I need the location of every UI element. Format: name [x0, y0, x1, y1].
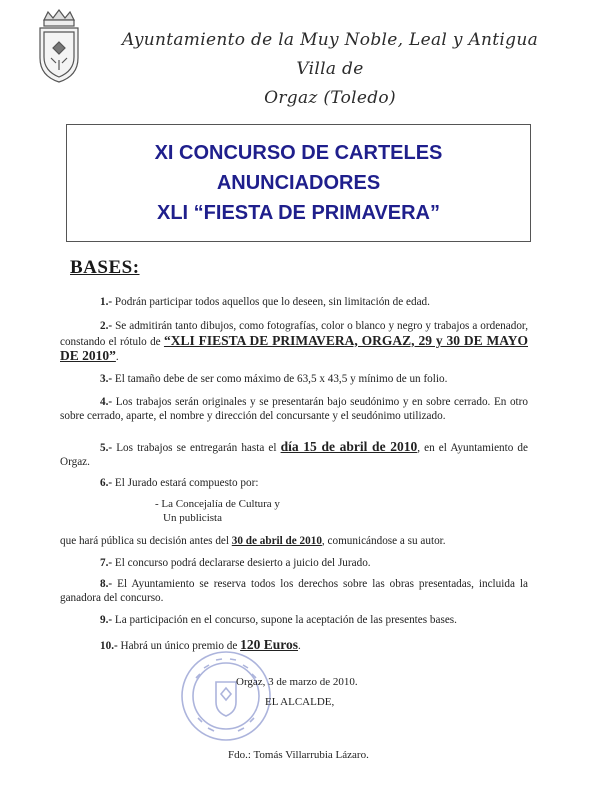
clause-text: La participación en el concurso, supone la aceptación de las presentes bases.	[112, 614, 457, 626]
clause-text: El concurso podrá declararse desierto a juicio del Jurado.	[112, 557, 371, 569]
clause-number: 3.-	[100, 373, 113, 385]
clause-emphasis: 30 de abril de 2010	[231, 535, 322, 547]
header-line-2: Orgaz (Toledo)	[264, 88, 396, 108]
clause-text: Los trabajos se entregarán hasta el	[112, 442, 281, 454]
clause-number: 1.-	[100, 296, 113, 308]
clause-9	[60, 614, 528, 628]
clause-text: que hará pública su decisión antes del	[60, 535, 232, 547]
clause-text: El Ayuntamiento se reserva todos los derechos sobre las obras presentadas, incluida la ganadora del concurso.	[60, 578, 528, 604]
clause-3	[60, 373, 528, 387]
clause-10	[60, 638, 528, 654]
clause-number: 8.-	[100, 578, 113, 590]
clause-8	[60, 578, 528, 605]
clause-number: 7.-	[100, 557, 113, 569]
clause-6	[60, 477, 528, 491]
place-date: Orgaz, 3 de marzo de 2010.	[236, 676, 358, 688]
clause-number: 9.-	[100, 614, 113, 626]
clause-text: Habrá un único premio de	[117, 640, 241, 652]
clause-number: 6.-	[100, 477, 113, 489]
clause-end: , en el Ayuntamiento de Orgaz.	[60, 442, 528, 468]
clause-number: 2.-	[100, 320, 113, 332]
clause-emphasis: “XLI FIESTA DE PRIMAVERA, ORGAZ, 29 y 30 DE MAYO DE 2010”	[60, 332, 529, 363]
mayor-title: EL ALCALDE,	[265, 696, 335, 708]
clause-end: .	[298, 640, 301, 652]
clause-end: .	[115, 351, 119, 363]
clause-text: Podrán participar todos aquellos que lo deseen, sin limitación de edad.	[112, 296, 430, 308]
bases-heading: BASES:	[70, 257, 140, 278]
municipality-header	[100, 26, 560, 113]
signatory-name: Fdo.: Tomás Villarrubia Lázaro.	[228, 749, 369, 761]
clause-number: 5.-	[100, 442, 113, 454]
coat-of-arms-icon	[34, 8, 84, 84]
clause-emphasis: 120 Euros	[240, 637, 299, 652]
jury-member: Un publicista	[163, 511, 222, 524]
clause-6-continuation	[60, 535, 528, 549]
clause-number: 10.-	[100, 640, 118, 652]
clause-emphasis: día 15 de abril de 2010	[280, 439, 418, 454]
official-stamp-icon	[178, 648, 274, 744]
clause-5	[60, 440, 528, 469]
clause-7	[60, 557, 528, 571]
clause-text: El Jurado estará compuesto por:	[112, 477, 259, 489]
title-line-3: XLI “FIESTA DE PRIMAVERA”	[157, 202, 440, 224]
jury-member: - La Concejalía de Cultura y	[155, 498, 280, 510]
clause-2	[60, 320, 528, 365]
title-line-1: XI CONCURSO DE CARTELES	[154, 142, 443, 164]
clause-text: Los trabajos serán originales y se presentarán bajo seudónimo y en sobre cerrado. En otro sobre cerrado, aparte, el nombre y dirección del concursante y el seudónimo utilizado.	[60, 396, 528, 422]
clause-text: Se admitirán tanto dibujos, como fotografías, color o blanco y negro y trabajos a ordenador, constando el rótulo de	[60, 320, 528, 348]
clause-1	[60, 296, 528, 310]
title-line-2: ANUNCIADORES	[216, 172, 381, 194]
clause-4	[60, 396, 528, 423]
clause-number: 4.-	[100, 396, 113, 408]
clause-end: , comunicándose a su autor.	[321, 535, 446, 547]
header-line-1: Ayuntamiento de la Muy Noble, Leal y Antigua Villa de	[121, 30, 539, 79]
jury-members	[155, 498, 280, 525]
clause-text: El tamaño debe de ser como máximo de 63,5 x 43,5 y mínimo de un folio.	[112, 373, 448, 385]
contest-title-box	[66, 124, 531, 242]
